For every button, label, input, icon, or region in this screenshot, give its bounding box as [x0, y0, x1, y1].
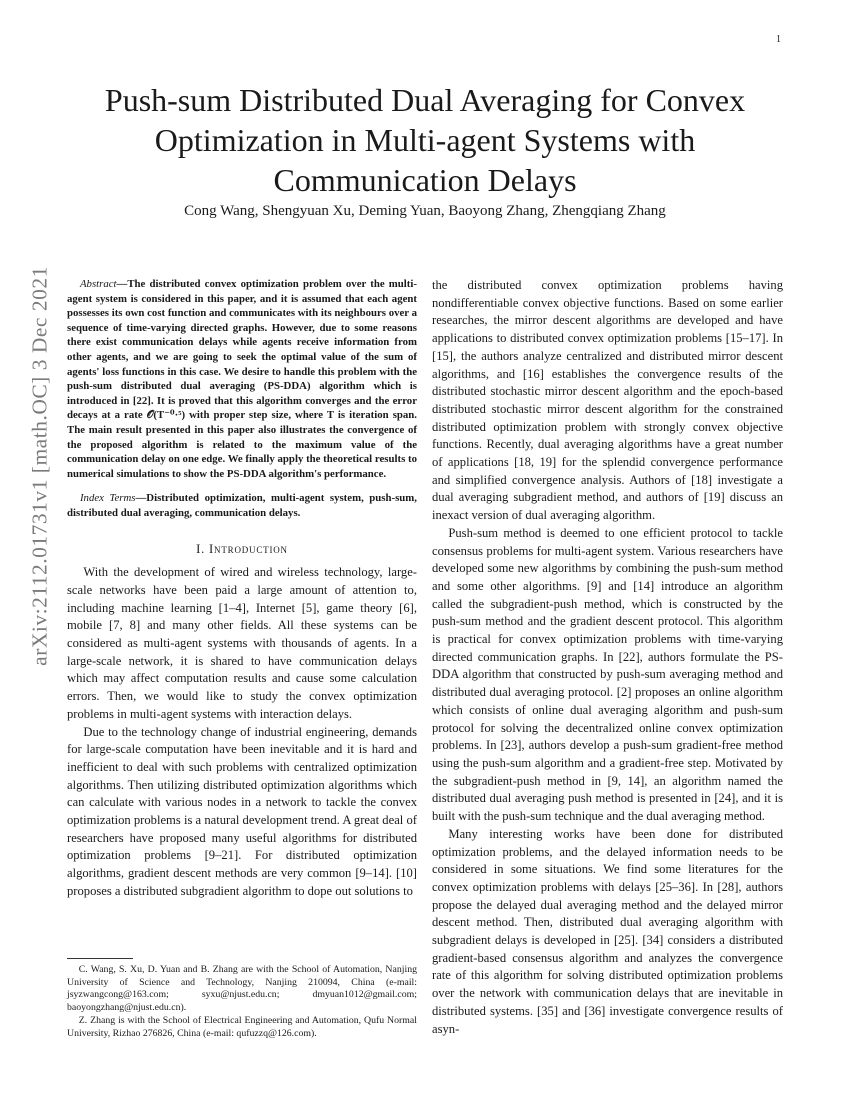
- author-list: Cong Wang, Shengyuan Xu, Deming Yuan, Baoyong Zhang, Zhengqiang Zhang: [184, 203, 666, 219]
- body-paragraph: Due to the technology change of industrial engineering, demands for large-scale computation have been inevitable and it is hard and inefficient to deal with such problems with centralized optimization algorithms. Then utilizing distributed optimization algorithms which can calculate with various nodes in a network to tackle the convex optimization problems is a natural development trend. A great deal of researchers have proposed many useful algorithms for distributed optimization problems [9–21]. For distributed optimization algorithms, gradient descent methods are very common [9–14]. [10] proposes a distributed subgradient algorithm to dope out solutions to: [67, 724, 417, 898]
- section-heading-introduction: I. Introduction: [196, 541, 288, 556]
- footnote: Z. Zhang is with the School of Electrical Engineering and Automation, Qufu Normal University, Rizhao 276826, China (e-mail: qufuzzq@126.com).: [67, 1015, 417, 1039]
- abstract: [67, 277, 417, 481]
- arxiv-identifier: [20, 256, 60, 676]
- footnote-divider: [67, 958, 133, 959]
- title-line: Communication Delays: [273, 162, 577, 198]
- abstract-dash: —: [116, 278, 128, 290]
- paper-title: [60, 80, 790, 200]
- left-column: [67, 277, 417, 901]
- index-terms: [67, 491, 417, 520]
- right-column: [432, 277, 783, 1038]
- body-paragraph: Many interesting works have been done for distributed optimization problems, and the delayed information needs to be considered in some situations. We find some literatures for the convex optimization problems with delays [25–36]. In [28], authors propose the delayed dual averaging method and the delayed mirror descent method. Then, distributed dual averaging algorithm with subgradient delays is developed in [25]. [34] considers a distributed gradient-based consensus algorithm and analyzes the convergence rate of this algorithm for solving distributed optimization problems over the network with communication delays that are inevitable in distributed systems. [35] and [36] investigate convergence results of asyn-: [432, 826, 783, 1036]
- index-terms-text: Distributed optimization, multi-agent system, push-sum, distributed dual averaging, communication delays.: [67, 492, 418, 519]
- abstract-label: Abstract: [79, 278, 117, 290]
- body-paragraph: the distributed convex optimization problems having nondifferentiable convex objective functions. Based on some earlier researches, the mirror descent algorithms are developed and have applications to distributed convex optimization problems [15–17]. In [15], the authors analyze centralized and distributed mirror descent algorithms, and [16] establishes the convergence results of the distributed stochastic mirror descent algorithm and the epoch-based distributed stochastic mirror descent algorithm for the constrained distributed optimization problem with strongly convex objective functions. Recently, dual averaging algorithms have a great number of applications [18, 19] for the splendid convergence performance and simplified convergence analysis. Authors of [18] investigate a dual averaging subgradient method, and authors of [19] discuss an inexact version of dual averaging algorithm.: [432, 278, 783, 523]
- footnotes: [67, 964, 417, 1041]
- abstract-text: The distributed convex optimization problem over the multi-agent system is considered in this paper, and it is assumed that each agent possesses its own cost function and communicates with its neighbours over a sequence of time-varying directed graphs. However, due to some reasons there exist communication delays while agents receive information from other agents, and we are going to seek the optimal value of the sum of agents' loss functions in this case. We desire to handle this problem with the push-sum distributed dual averaging (PS-DDA) algorithm which is introduced in [22]. It is proved that this algorithm converges and the error decays at a rate 𝒪(T⁻⁰·⁵) with proper step size, where T is iteration span. The main result presented in this paper also illustrates the convergence of the proposed algorithm is related to the maximum value of the communication delay on one edge. We finally apply the theoretical results to numerical simulations to show the PS-DDA algorithm's performance.: [67, 278, 417, 480]
- body-paragraph: With the development of wired and wireless technology, large-scale networks have been paid a large amount of attention to, including machine learning [1–4], Internet [5], game theory [6], mobile [7, 8] and many other fields. All these systems can be considered as multi-agent systems with thousands of agents. In a large-scale network, it is shared to have communication delays which may affect computation results and cause some calculation errors. Then, we would like to study the convex optimization problems in multi-agent systems with interaction delays.: [67, 565, 417, 721]
- arxiv-identifier-text: arXiv:2112.01731v1 [math.OC] 3 Dec 2021: [27, 266, 52, 666]
- footnote: C. Wang, S. Xu, D. Yuan and B. Zhang are with the School of Automation, Nanjing University of Science and Technology, Nanjing 210094, China (e-mail: jsyzwangcong@163.com; syxu@njust.edu.cn; dmyuan1012@gmail.com; baoyongzhang@njust.edu.cn).: [67, 964, 417, 1013]
- title-line: Optimization in Multi-agent Systems with: [154, 122, 696, 158]
- title-line: Push-sum Distributed Dual Averaging for Convex: [104, 82, 746, 118]
- index-terms-label: Index Terms: [79, 492, 136, 505]
- page-number: 1: [776, 34, 781, 45]
- index-terms-dash: —: [135, 492, 147, 505]
- body-paragraph: Push-sum method is deemed to one efficient protocol to tackle consensus problems for multi-agent system. Various researchers have developed some new algorithms by combining the push-sum method and some other algorithms. [9] and [14] introduce an algorithm called the subgradient-push method, which is constructed by the push-sum method and the gradient descent protocol. This algorithm is practical for convex optimization problems with time-varying directed communication graphs. In [22], authors formulate the PS-DDA algorithm that constructed by push-sum averaging method and distributed dual averaging protocol. [2] proposes an online algorithm which consists of online dual averaging algorithm and push-sum protocol for solving the decentralized online convex optimization problems. In [23], authors develop a push-sum gradient-free method using the push-sum algorithm and a gradient-free step. Motivated by the subgradient-push method in [9, 14], an algorithm named the distributed dual averaging push method is presented in [24], and it is built with the push-sum technique and the dual averaging method.: [432, 525, 783, 824]
